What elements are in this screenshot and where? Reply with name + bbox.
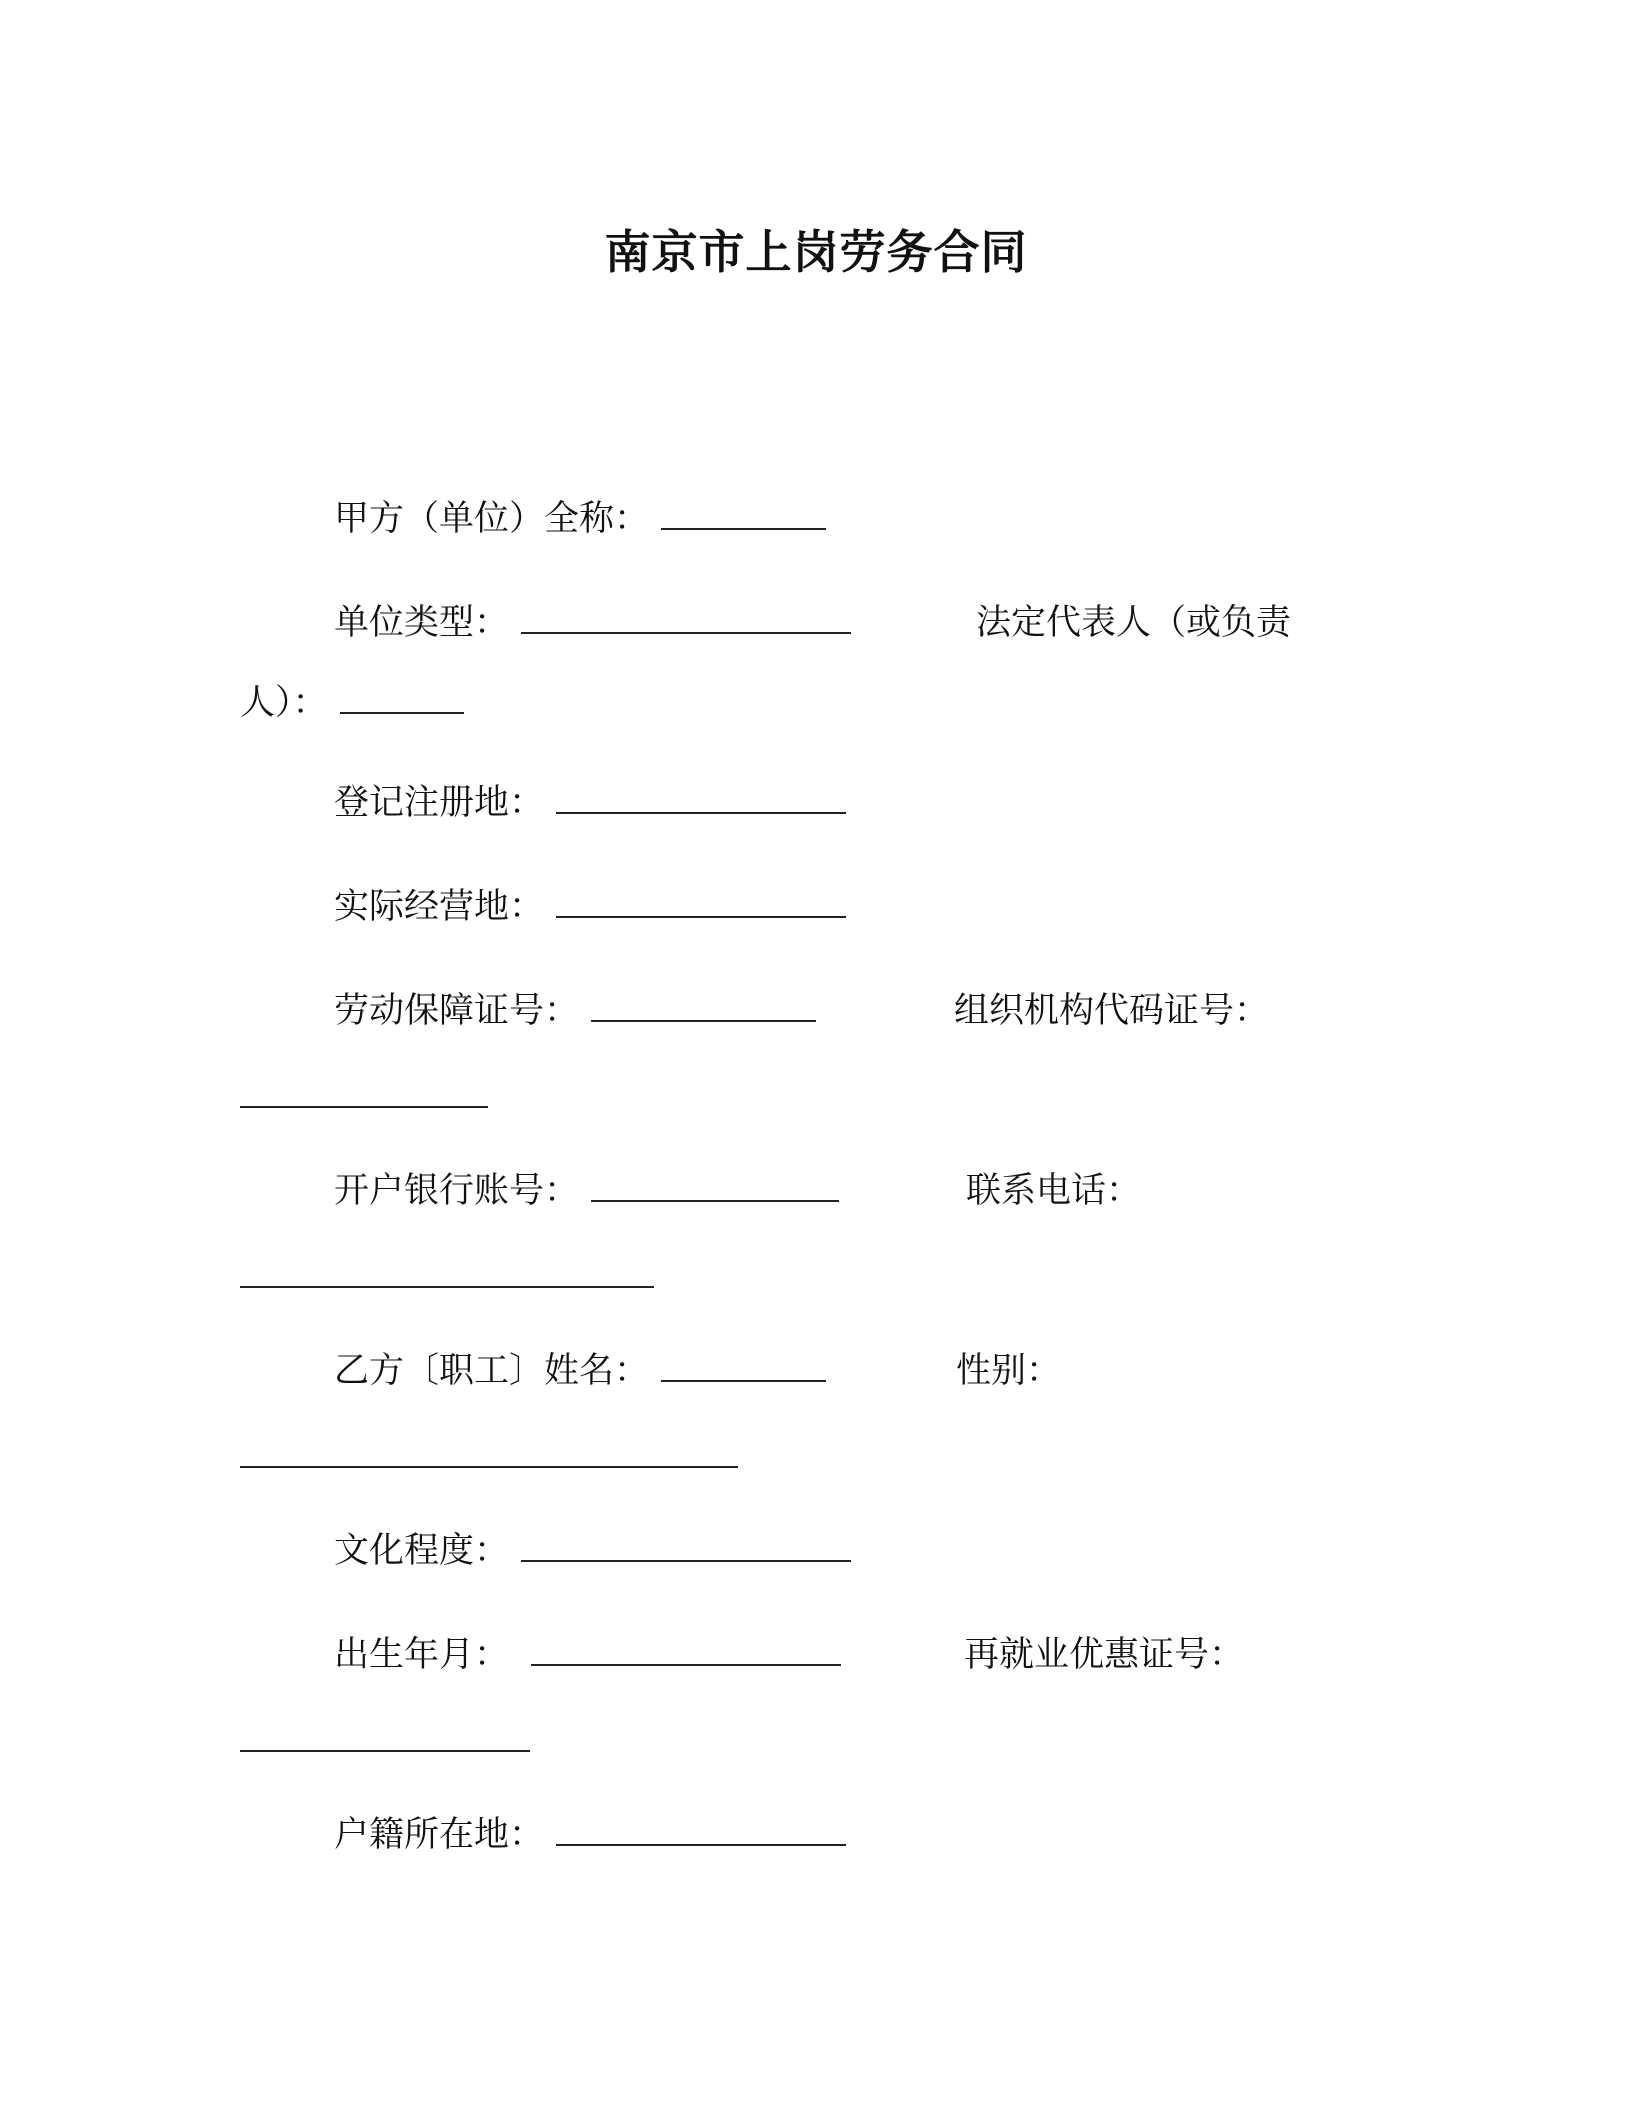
page-title: 南京市上岗劳务合同 [604, 225, 1028, 279]
field-label: 性别： [956, 1351, 1062, 1391]
field-party-a-name [334, 496, 826, 542]
field-reg-place [334, 780, 846, 826]
field-label: 乙方〔职工〕姓名： [334, 1351, 650, 1391]
field-label: 法定代表人（或负责 [976, 603, 1292, 643]
fill-blank[interactable] [591, 990, 816, 1022]
field-labor-cert [334, 988, 816, 1034]
fill-blank[interactable] [556, 1814, 846, 1846]
field-phone-blank [240, 1254, 654, 1300]
field-org-code-blank [240, 1074, 488, 1120]
field-label: 再就业优惠证号： [964, 1635, 1245, 1675]
fill-blank[interactable] [556, 782, 846, 814]
field-label: 文化程度： [334, 1531, 510, 1571]
fill-blank[interactable] [340, 682, 464, 714]
field-label: 劳动保障证号： [334, 991, 580, 1031]
fill-blank[interactable] [240, 1076, 488, 1108]
field-actual-place [334, 884, 846, 930]
field-gender [956, 1348, 1061, 1394]
fill-blank[interactable] [591, 1170, 839, 1202]
field-reemploy-cert-blank [240, 1718, 530, 1764]
field-label: 户籍所在地： [334, 1815, 545, 1855]
field-label: 出生年月： [334, 1635, 510, 1675]
field-label: 甲方（单位）全称： [334, 499, 650, 539]
fill-blank[interactable] [240, 1256, 654, 1288]
fill-blank[interactable] [531, 1634, 841, 1666]
field-label: 人）： [240, 683, 328, 723]
field-label: 登记注册地： [334, 783, 545, 823]
fill-blank[interactable] [521, 602, 851, 634]
field-gender-blank [240, 1434, 738, 1480]
field-bank-account [334, 1168, 839, 1214]
field-education [334, 1528, 851, 1574]
field-unit-type [334, 600, 851, 646]
fill-blank[interactable] [661, 1350, 826, 1382]
field-birth-date [334, 1632, 841, 1678]
field-legal-rep [976, 600, 1291, 646]
field-label: 组织机构代码证号： [954, 991, 1270, 1031]
fill-blank[interactable] [521, 1530, 851, 1562]
field-label: 开户银行账号： [334, 1171, 580, 1211]
field-household-reg [334, 1812, 846, 1858]
fill-blank[interactable] [556, 886, 846, 918]
field-reemploy-cert [964, 1632, 1244, 1678]
field-org-code [954, 988, 1269, 1034]
fill-blank[interactable] [240, 1720, 530, 1752]
field-legal-rep-cont [240, 680, 464, 726]
fill-blank[interactable] [240, 1436, 738, 1468]
field-party-b-name [334, 1348, 826, 1394]
fill-blank[interactable] [661, 498, 826, 530]
field-phone [966, 1168, 1141, 1214]
field-label: 实际经营地： [334, 887, 545, 927]
field-label: 单位类型： [334, 603, 510, 643]
field-label: 联系电话： [966, 1171, 1142, 1211]
